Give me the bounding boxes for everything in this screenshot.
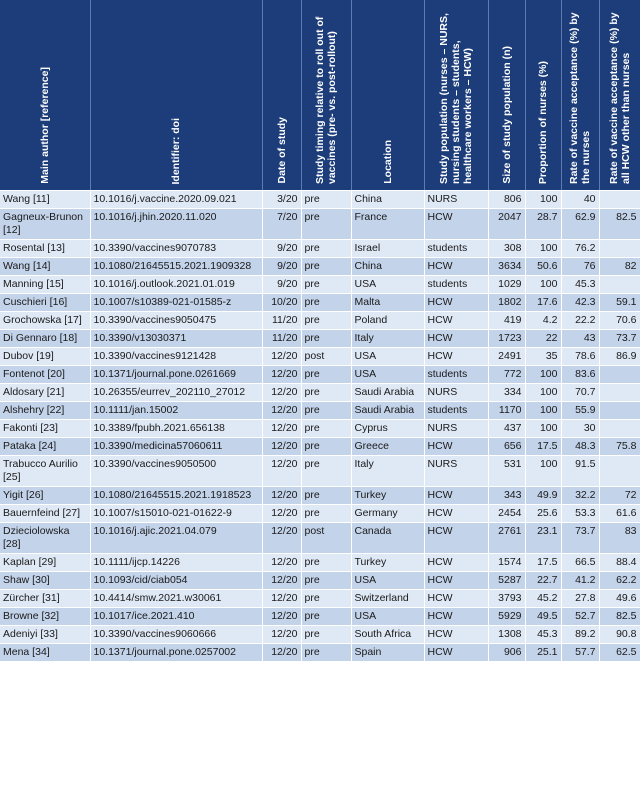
nurse-acceptance-cell: 91.5 [561, 456, 599, 487]
population-cell: HCW [424, 438, 488, 456]
size-cell: 1723 [488, 330, 525, 348]
location-cell: Saudi Arabia [351, 402, 424, 420]
table-row [0, 590, 640, 608]
column-header [351, 0, 424, 191]
population-cell: HCW [424, 294, 488, 312]
size-cell: 419 [488, 312, 525, 330]
size-cell: 1308 [488, 626, 525, 644]
column-header-label: Study population (nurses – NURS, nursing students – students, healthcare workers – HCW) [438, 13, 474, 184]
other-hcw-acceptance-cell: 62.5 [599, 644, 640, 662]
timing-cell: pre [301, 456, 351, 487]
location-cell: Israel [351, 240, 424, 258]
column-header [599, 0, 640, 191]
nurse-proportion-cell: 17.6 [525, 294, 561, 312]
location-cell: Poland [351, 312, 424, 330]
date-cell: 9/20 [262, 258, 301, 276]
column-header [561, 0, 599, 191]
location-cell: Canada [351, 523, 424, 554]
location-cell: Switzerland [351, 590, 424, 608]
doi-cell: 10.3390/vaccines9121428 [90, 348, 262, 366]
table-row [0, 420, 640, 438]
other-hcw-acceptance-cell: 59.1 [599, 294, 640, 312]
nurse-proportion-cell: 4.2 [525, 312, 561, 330]
population-cell: HCW [424, 505, 488, 523]
location-cell: USA [351, 276, 424, 294]
timing-cell: post [301, 348, 351, 366]
column-header-label: Identifier: doi [170, 117, 182, 184]
nurse-acceptance-cell: 57.7 [561, 644, 599, 662]
nurse-acceptance-cell: 66.5 [561, 554, 599, 572]
table-row [0, 608, 640, 626]
date-cell: 12/20 [262, 384, 301, 402]
author-cell: Dzieciolowska [28] [0, 523, 90, 554]
other-hcw-acceptance-cell: 82 [599, 258, 640, 276]
date-cell: 9/20 [262, 240, 301, 258]
column-header-label: Study timing relative to roll out of vaccines (pre- vs. post-rollout) [314, 16, 338, 184]
author-cell: Di Gennaro [18] [0, 330, 90, 348]
column-header [525, 0, 561, 191]
table-row [0, 438, 640, 456]
size-cell: 5287 [488, 572, 525, 590]
column-header-label: Rate of vaccine acceptance (%) by the nurses [568, 12, 592, 184]
size-cell: 437 [488, 420, 525, 438]
location-cell: Germany [351, 505, 424, 523]
nurse-proportion-cell: 23.1 [525, 523, 561, 554]
table-body [0, 191, 640, 662]
population-cell: HCW [424, 644, 488, 662]
population-cell: HCW [424, 626, 488, 644]
author-cell: Cuschieri [16] [0, 294, 90, 312]
table-row [0, 276, 640, 294]
date-cell: 12/20 [262, 572, 301, 590]
doi-cell: 10.3390/medicina57060611 [90, 438, 262, 456]
nurse-proportion-cell: 100 [525, 456, 561, 487]
timing-cell: pre [301, 608, 351, 626]
author-cell: Fontenot [20] [0, 366, 90, 384]
column-header [262, 0, 301, 191]
other-hcw-acceptance-cell: 88.4 [599, 554, 640, 572]
column-header-label: Location [381, 140, 394, 184]
table-row [0, 402, 640, 420]
doi-cell: 10.3390/vaccines9070783 [90, 240, 262, 258]
date-cell: 10/20 [262, 294, 301, 312]
nurse-proportion-cell: 25.1 [525, 644, 561, 662]
table-row [0, 626, 640, 644]
population-cell: HCW [424, 523, 488, 554]
size-cell: 2491 [488, 348, 525, 366]
table-row [0, 191, 640, 209]
date-cell: 12/20 [262, 590, 301, 608]
size-cell: 3793 [488, 590, 525, 608]
doi-cell: 10.4414/smw.2021.w30061 [90, 590, 262, 608]
population-cell: HCW [424, 608, 488, 626]
nurse-proportion-cell: 100 [525, 276, 561, 294]
author-cell: Bauernfeind [27] [0, 505, 90, 523]
location-cell: China [351, 191, 424, 209]
location-cell: USA [351, 608, 424, 626]
timing-cell: pre [301, 626, 351, 644]
other-hcw-acceptance-cell [599, 456, 640, 487]
location-cell: Cyprus [351, 420, 424, 438]
nurse-acceptance-cell: 76.2 [561, 240, 599, 258]
location-cell: USA [351, 348, 424, 366]
timing-cell: pre [301, 487, 351, 505]
date-cell: 11/20 [262, 312, 301, 330]
date-cell: 9/20 [262, 276, 301, 294]
timing-cell: pre [301, 590, 351, 608]
location-cell: Malta [351, 294, 424, 312]
timing-cell: pre [301, 554, 351, 572]
author-cell: Adeniyi [33] [0, 626, 90, 644]
table-row [0, 366, 640, 384]
nurse-acceptance-cell: 48.3 [561, 438, 599, 456]
nurse-acceptance-cell: 53.3 [561, 505, 599, 523]
size-cell: 906 [488, 644, 525, 662]
size-cell: 1574 [488, 554, 525, 572]
date-cell: 12/20 [262, 438, 301, 456]
date-cell: 3/20 [262, 191, 301, 209]
column-header-label: Main author [reference] [38, 67, 51, 184]
timing-cell: pre [301, 572, 351, 590]
timing-cell: pre [301, 366, 351, 384]
size-cell: 3634 [488, 258, 525, 276]
nurse-acceptance-cell: 70.7 [561, 384, 599, 402]
nurse-acceptance-cell: 62.9 [561, 209, 599, 240]
date-cell: 12/20 [262, 626, 301, 644]
location-cell: USA [351, 366, 424, 384]
size-cell: 308 [488, 240, 525, 258]
population-cell: NURS [424, 456, 488, 487]
population-cell: HCW [424, 554, 488, 572]
size-cell: 2047 [488, 209, 525, 240]
date-cell: 12/20 [262, 608, 301, 626]
other-hcw-acceptance-cell: 90.8 [599, 626, 640, 644]
column-header-label: Proportion of nurses (%) [537, 60, 549, 184]
author-cell: Mena [34] [0, 644, 90, 662]
timing-cell: pre [301, 191, 351, 209]
nurse-acceptance-cell: 83.6 [561, 366, 599, 384]
table-row [0, 348, 640, 366]
author-cell: Manning [15] [0, 276, 90, 294]
nurse-proportion-cell: 100 [525, 402, 561, 420]
doi-cell: 10.1016/j.vaccine.2020.09.021 [90, 191, 262, 209]
nurse-acceptance-cell: 40 [561, 191, 599, 209]
author-cell: Kaplan [29] [0, 554, 90, 572]
timing-cell: pre [301, 644, 351, 662]
column-header [301, 0, 351, 191]
nurse-proportion-cell: 28.7 [525, 209, 561, 240]
other-hcw-acceptance-cell: 49.6 [599, 590, 640, 608]
location-cell: Turkey [351, 487, 424, 505]
date-cell: 12/20 [262, 402, 301, 420]
nurse-acceptance-cell: 89.2 [561, 626, 599, 644]
other-hcw-acceptance-cell: 62.2 [599, 572, 640, 590]
author-cell: Grochowska [17] [0, 312, 90, 330]
timing-cell: pre [301, 384, 351, 402]
size-cell: 2761 [488, 523, 525, 554]
table-row [0, 644, 640, 662]
doi-cell: 10.1007/s10389-021-01585-z [90, 294, 262, 312]
location-cell: Spain [351, 644, 424, 662]
date-cell: 12/20 [262, 487, 301, 505]
nurse-proportion-cell: 49.9 [525, 487, 561, 505]
nurse-proportion-cell: 100 [525, 420, 561, 438]
other-hcw-acceptance-cell: 61.6 [599, 505, 640, 523]
doi-cell: 10.1093/cid/ciab054 [90, 572, 262, 590]
nurse-proportion-cell: 25.6 [525, 505, 561, 523]
nurse-acceptance-cell: 42.3 [561, 294, 599, 312]
column-header [424, 0, 488, 191]
date-cell: 12/20 [262, 505, 301, 523]
population-cell: HCW [424, 209, 488, 240]
table-row [0, 554, 640, 572]
timing-cell: pre [301, 240, 351, 258]
column-header-label: Size of study population (n) [500, 46, 513, 184]
size-cell: 531 [488, 456, 525, 487]
date-cell: 12/20 [262, 644, 301, 662]
table-row [0, 312, 640, 330]
doi-cell: 10.1016/j.outlook.2021.01.019 [90, 276, 262, 294]
nurse-proportion-cell: 100 [525, 191, 561, 209]
location-cell: Turkey [351, 554, 424, 572]
doi-cell: 10.3390/vaccines9050500 [90, 456, 262, 487]
author-cell: Wang [14] [0, 258, 90, 276]
other-hcw-acceptance-cell [599, 240, 640, 258]
nurse-proportion-cell: 50.6 [525, 258, 561, 276]
author-cell: Aldosary [21] [0, 384, 90, 402]
timing-cell: pre [301, 276, 351, 294]
population-cell: NURS [424, 420, 488, 438]
other-hcw-acceptance-cell: 70.6 [599, 312, 640, 330]
header-row [0, 0, 640, 191]
table-row [0, 330, 640, 348]
location-cell: Greece [351, 438, 424, 456]
nurse-acceptance-cell: 76 [561, 258, 599, 276]
doi-cell: 10.1017/ice.2021.410 [90, 608, 262, 626]
nurse-acceptance-cell: 32.2 [561, 487, 599, 505]
timing-cell: pre [301, 505, 351, 523]
timing-cell: pre [301, 330, 351, 348]
date-cell: 12/20 [262, 523, 301, 554]
population-cell: students [424, 402, 488, 420]
doi-cell: 10.3389/fpubh.2021.656138 [90, 420, 262, 438]
other-hcw-acceptance-cell: 82.5 [599, 209, 640, 240]
other-hcw-acceptance-cell [599, 276, 640, 294]
other-hcw-acceptance-cell: 83 [599, 523, 640, 554]
timing-cell: pre [301, 402, 351, 420]
population-cell: HCW [424, 330, 488, 348]
population-cell: HCW [424, 572, 488, 590]
population-cell: NURS [424, 384, 488, 402]
population-cell: students [424, 276, 488, 294]
table-row [0, 384, 640, 402]
nurse-acceptance-cell: 30 [561, 420, 599, 438]
other-hcw-acceptance-cell [599, 366, 640, 384]
author-cell: Rosental [13] [0, 240, 90, 258]
timing-cell: pre [301, 209, 351, 240]
author-cell: Browne [32] [0, 608, 90, 626]
population-cell: HCW [424, 487, 488, 505]
population-cell: HCW [424, 348, 488, 366]
date-cell: 12/20 [262, 456, 301, 487]
date-cell: 12/20 [262, 366, 301, 384]
location-cell: France [351, 209, 424, 240]
author-cell: Pataka [24] [0, 438, 90, 456]
population-cell: HCW [424, 258, 488, 276]
author-cell: Wang [11] [0, 191, 90, 209]
doi-cell: 10.1007/s15010-021-01622-9 [90, 505, 262, 523]
size-cell: 1029 [488, 276, 525, 294]
author-cell: Alshehry [22] [0, 402, 90, 420]
nurse-acceptance-cell: 41.2 [561, 572, 599, 590]
nurse-proportion-cell: 100 [525, 366, 561, 384]
other-hcw-acceptance-cell: 82.5 [599, 608, 640, 626]
nurse-acceptance-cell: 52.7 [561, 608, 599, 626]
population-cell: NURS [424, 191, 488, 209]
date-cell: 12/20 [262, 348, 301, 366]
other-hcw-acceptance-cell: 73.7 [599, 330, 640, 348]
nurse-acceptance-cell: 43 [561, 330, 599, 348]
nurse-proportion-cell: 17.5 [525, 438, 561, 456]
timing-cell: pre [301, 312, 351, 330]
other-hcw-acceptance-cell: 72 [599, 487, 640, 505]
nurse-proportion-cell: 100 [525, 240, 561, 258]
doi-cell: 10.1016/j.ajic.2021.04.079 [90, 523, 262, 554]
other-hcw-acceptance-cell [599, 191, 640, 209]
nurse-proportion-cell: 22.7 [525, 572, 561, 590]
table-row [0, 487, 640, 505]
location-cell: China [351, 258, 424, 276]
table-row [0, 258, 640, 276]
doi-cell: 10.1080/21645515.2021.1918523 [90, 487, 262, 505]
author-cell: Shaw [30] [0, 572, 90, 590]
timing-cell: pre [301, 420, 351, 438]
nurse-proportion-cell: 100 [525, 384, 561, 402]
table-row [0, 294, 640, 312]
doi-cell: 10.3390/vaccines9050475 [90, 312, 262, 330]
nurse-proportion-cell: 45.2 [525, 590, 561, 608]
other-hcw-acceptance-cell [599, 402, 640, 420]
table-row [0, 523, 640, 554]
size-cell: 772 [488, 366, 525, 384]
nurse-proportion-cell: 49.5 [525, 608, 561, 626]
nurse-acceptance-cell: 22.2 [561, 312, 599, 330]
date-cell: 7/20 [262, 209, 301, 240]
doi-cell: 10.1371/journal.pone.0261669 [90, 366, 262, 384]
author-cell: Yigit [26] [0, 487, 90, 505]
table-row [0, 240, 640, 258]
table-row [0, 572, 640, 590]
table-row [0, 209, 640, 240]
nurse-acceptance-cell: 27.8 [561, 590, 599, 608]
size-cell: 1170 [488, 402, 525, 420]
date-cell: 12/20 [262, 420, 301, 438]
location-cell: USA [351, 572, 424, 590]
location-cell: Italy [351, 330, 424, 348]
nurse-proportion-cell: 35 [525, 348, 561, 366]
population-cell: HCW [424, 312, 488, 330]
timing-cell: pre [301, 294, 351, 312]
population-cell: students [424, 366, 488, 384]
nurse-proportion-cell: 45.3 [525, 626, 561, 644]
doi-cell: 10.1016/j.jhin.2020.11.020 [90, 209, 262, 240]
doi-cell: 10.1111/ijcp.14226 [90, 554, 262, 572]
column-header-label: Rate of vaccine acceptance (%) by all HCW other than nurses [607, 12, 632, 184]
timing-cell: post [301, 523, 351, 554]
other-hcw-acceptance-cell: 75.8 [599, 438, 640, 456]
column-header [0, 0, 90, 191]
author-cell: Trabucco Aurilio [25] [0, 456, 90, 487]
timing-cell: pre [301, 258, 351, 276]
size-cell: 343 [488, 487, 525, 505]
nurse-proportion-cell: 17.5 [525, 554, 561, 572]
author-cell: Zürcher [31] [0, 590, 90, 608]
nurse-acceptance-cell: 45.3 [561, 276, 599, 294]
location-cell: Saudi Arabia [351, 384, 424, 402]
other-hcw-acceptance-cell [599, 384, 640, 402]
author-cell: Fakonti [23] [0, 420, 90, 438]
size-cell: 2454 [488, 505, 525, 523]
location-cell: South Africa [351, 626, 424, 644]
column-header [488, 0, 525, 191]
nurse-acceptance-cell: 55.9 [561, 402, 599, 420]
column-header [90, 0, 262, 191]
doi-cell: 10.1371/journal.pone.0257002 [90, 644, 262, 662]
other-hcw-acceptance-cell [599, 420, 640, 438]
table-header [0, 0, 640, 191]
timing-cell: pre [301, 438, 351, 456]
doi-cell: 10.3390/v13030371 [90, 330, 262, 348]
nurse-proportion-cell: 22 [525, 330, 561, 348]
date-cell: 11/20 [262, 330, 301, 348]
column-header-label: Date of study [275, 117, 288, 184]
size-cell: 1802 [488, 294, 525, 312]
size-cell: 334 [488, 384, 525, 402]
doi-cell: 10.1111/jan.15002 [90, 402, 262, 420]
date-cell: 12/20 [262, 554, 301, 572]
doi-cell: 10.26355/eurrev_202110_27012 [90, 384, 262, 402]
size-cell: 656 [488, 438, 525, 456]
nurse-acceptance-cell: 78.6 [561, 348, 599, 366]
doi-cell: 10.1080/21645515.2021.1909328 [90, 258, 262, 276]
table-row [0, 456, 640, 487]
nurse-acceptance-cell: 73.7 [561, 523, 599, 554]
location-cell: Italy [351, 456, 424, 487]
other-hcw-acceptance-cell: 86.9 [599, 348, 640, 366]
size-cell: 806 [488, 191, 525, 209]
author-cell: Dubov [19] [0, 348, 90, 366]
population-cell: HCW [424, 590, 488, 608]
table-row [0, 505, 640, 523]
size-cell: 5929 [488, 608, 525, 626]
author-cell: Gagneux-Brunon [12] [0, 209, 90, 240]
population-cell: students [424, 240, 488, 258]
doi-cell: 10.3390/vaccines9060666 [90, 626, 262, 644]
